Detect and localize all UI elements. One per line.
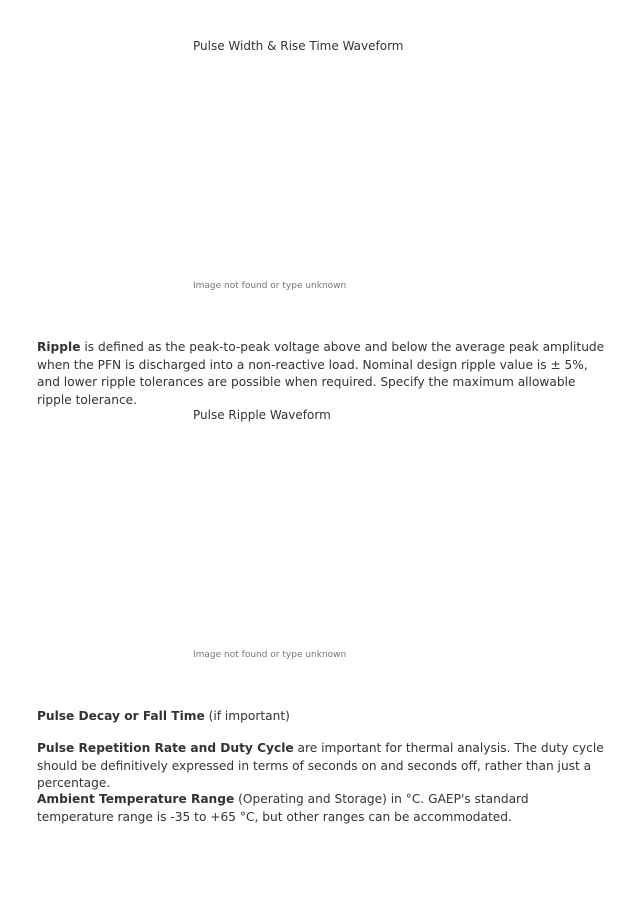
repetition-text: are important for thermal analysis. The duty cycle should be definitively expressed in terms of seconds on and seconds off, rather than just a percentage. bbox=[37, 741, 604, 790]
ripple-paragraph bbox=[37, 339, 607, 409]
temperature-text: (Operating and Storage) in °C. GAEP's standard temperature range is -35 to +65 °C, but other ranges can be accommodated. bbox=[37, 792, 529, 824]
figure-caption-pulse-width: Pulse Width & Rise Time Waveform bbox=[193, 39, 404, 53]
temperature-term: Ambient Temperature Range bbox=[37, 792, 235, 806]
ripple-text: is defined as the peak-to-peak voltage above and below the average peak amplitude when the PFN is discharged into a non-reactive load. Nominal design ripple value is ± 5%, and lower ripple tolerances are possible when required. Specify the maximum allowable ripple tolerance. bbox=[37, 340, 605, 407]
decay-paragraph bbox=[37, 708, 607, 726]
ripple-term: Ripple bbox=[37, 340, 81, 354]
figure-caption-pulse-ripple: Pulse Ripple Waveform bbox=[193, 408, 331, 422]
decay-text: (if important) bbox=[204, 709, 290, 723]
repetition-paragraph bbox=[37, 740, 607, 793]
missing-image-placeholder: Image not found or type unknown bbox=[193, 650, 347, 660]
temperature-paragraph bbox=[37, 791, 607, 826]
missing-image-placeholder: Image not found or type unknown bbox=[193, 281, 347, 291]
decay-term: Pulse Decay or Fall Time bbox=[37, 709, 205, 723]
repetition-term: Pulse Repetition Rate and Duty Cycle bbox=[37, 741, 294, 755]
